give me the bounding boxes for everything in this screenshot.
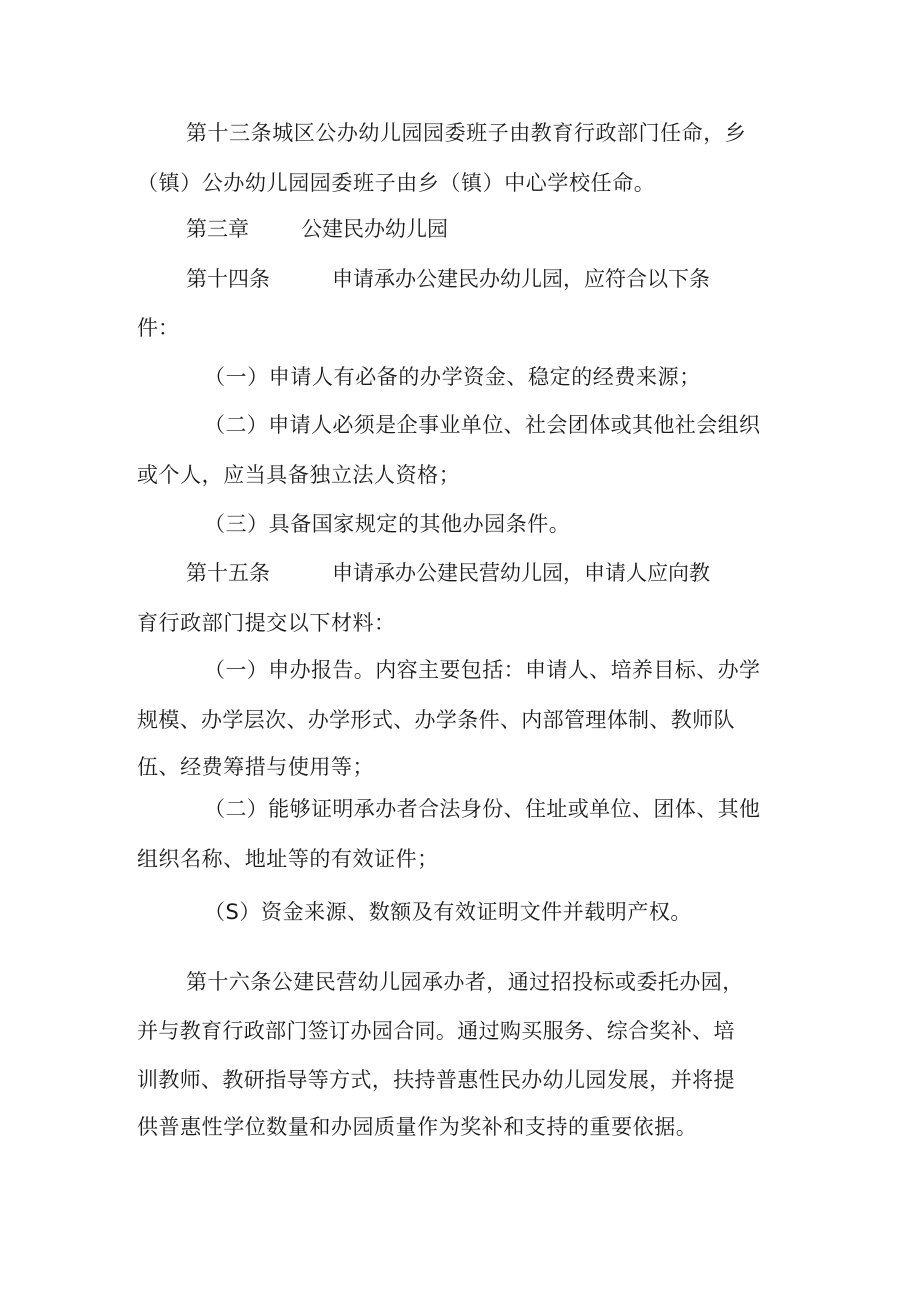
article-14-item-3: （三）具备国家规定的其他办园条件。 bbox=[204, 512, 571, 536]
article-15-item-1-line-3: 伍、经费筹措与使用等； bbox=[137, 755, 375, 779]
article-14-line-2: 件： bbox=[137, 316, 179, 340]
article-14-text: 申请承办公建民办幼儿园，应符合以下条 bbox=[332, 267, 710, 291]
article-13-line-1: 第十三条城区公办幼儿园园委班子由教育行政部门任命，乡 bbox=[186, 121, 747, 145]
article-15-label: 第十五条 bbox=[186, 561, 270, 585]
article-15-item-2-line-1: （二）能够证明承办者合法身份、住址或单位、团体、其他 bbox=[204, 797, 761, 821]
article-15-item-1-line-2: 规模、办学层次、办学形式、办学条件、内部管理体制、教师队 bbox=[137, 708, 735, 732]
article-16-line-2: 并与教育行政部门签订办园合同。通过购买服务、综合奖补、培 bbox=[137, 1019, 735, 1043]
article-16-line-4: 供普惠性学位数量和办园质量作为奖补和支持的重要依据。 bbox=[137, 1115, 698, 1139]
article-15-text: 申请承办公建民营幼儿园，申请人应向教 bbox=[332, 561, 710, 585]
article-16-line-3: 训教师、教研指导等方式，扶持普惠性民办幼儿园发展，并将提 bbox=[137, 1068, 735, 1092]
article-15-item-2-line-2: 组织名称、地址等的有效证件； bbox=[137, 847, 439, 871]
chapter-number: 第三章 bbox=[186, 217, 249, 241]
article-14-item-1: （一）申请人有必备的办学资金、稳定的经费来源； bbox=[204, 365, 701, 389]
article-15-line-2: 育行政部门提交以下材料： bbox=[137, 611, 396, 635]
article-14-line-1 bbox=[186, 264, 710, 294]
article-13-line-2: （镇）公办幼儿园园委班子由乡（镇）中心学校任命。 bbox=[137, 171, 656, 195]
article-14-item-2-line-1: （二）申请人必须是企事业单位、社会团体或其他社会组织 bbox=[204, 413, 761, 437]
article-15-line-1 bbox=[186, 558, 710, 588]
chapter-heading bbox=[186, 214, 448, 244]
chapter-title: 公建民办幼儿园 bbox=[301, 217, 448, 241]
article-14-item-2-line-2: 或个人，应当具备独立法人资格； bbox=[137, 463, 461, 487]
article-14-label: 第十四条 bbox=[186, 267, 270, 291]
article-16-line-1: 第十六条公建民营幼儿园承办者，通过招投标或委托办园， bbox=[186, 970, 744, 994]
article-15-item-1-line-1: （一）申办报告。内容主要包括：申请人、培养目标、办学 bbox=[204, 658, 761, 682]
article-15-item-3: （S）资金来源、数额及有效证明文件并载明产权。 bbox=[204, 900, 692, 924]
